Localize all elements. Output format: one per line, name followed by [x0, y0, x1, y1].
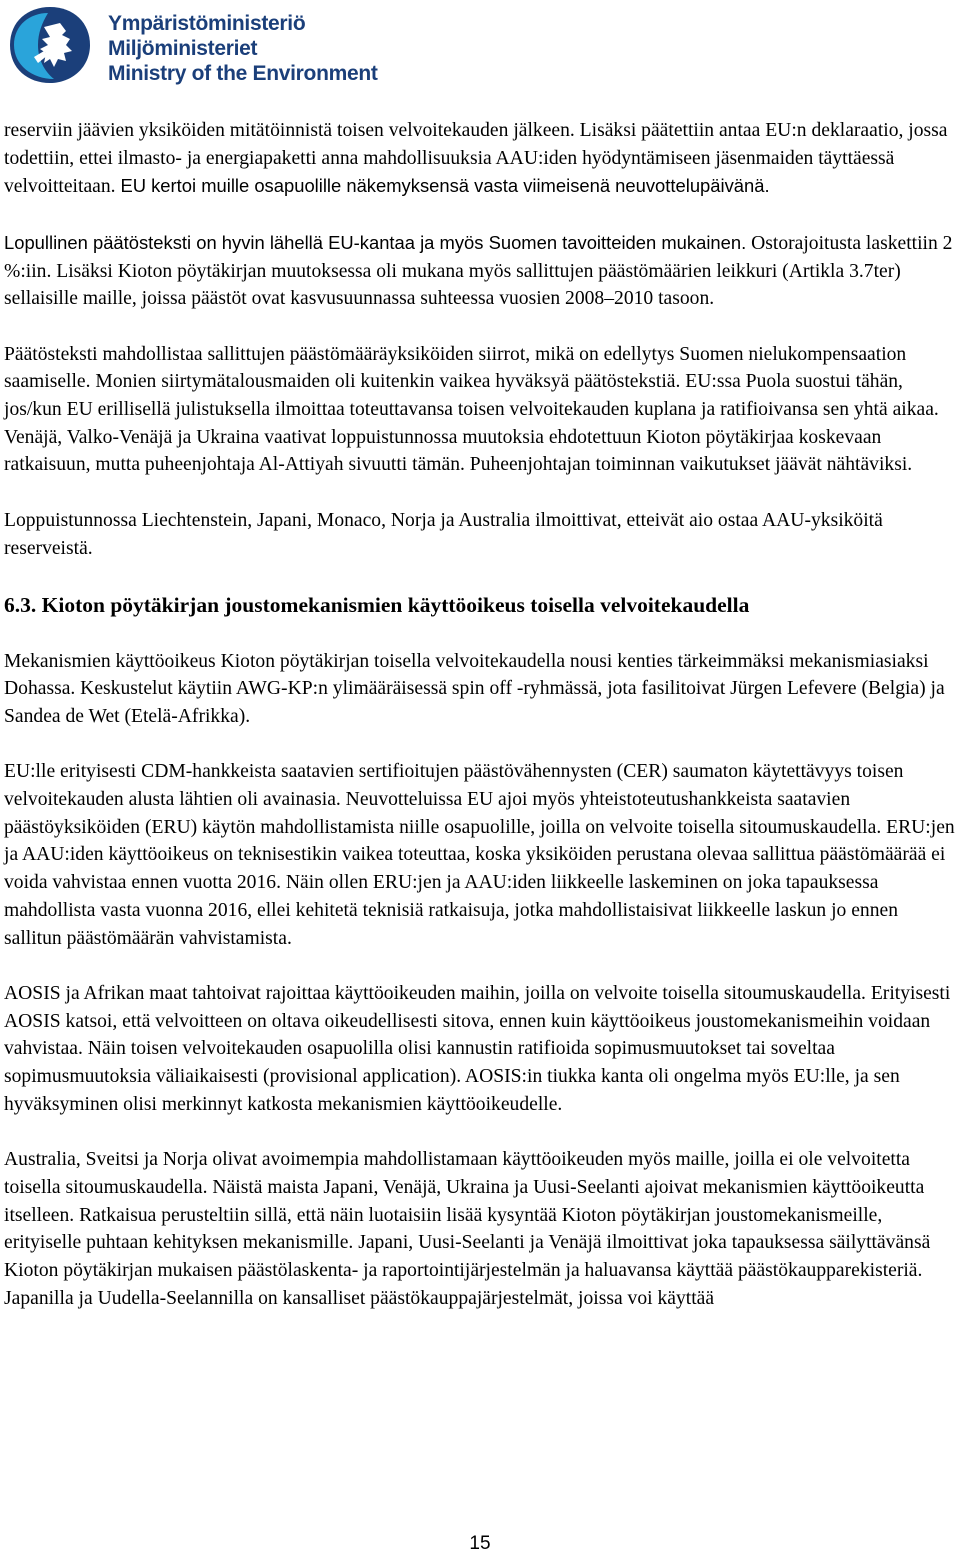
- paragraph-6: EU:lle erityisesti CDM-hankkeista saatavien sertifioitujen päästövähennysten (CER) saumaton käytettävyys toisen velvoitekauden alusta lähtien oli avainasia. Neuvotteluissa EU ajoi myös yhteistoteutushankkeista saatavien päästöyksiköiden (ERU) käytön mahdollistamista niille osapuolille, joilla on velvoite toisella sitoumuskaudella. ERU:jen ja AAU:iden käyttöoikeus on teknisestikin vaikea toteuttaa, koska yksiköiden perustana olevaa sallittua päästömäärää ei voida vahvistaa ennen vuotta 2016. Näin ollen ERU:jen ja AAU:iden liikkeelle laskeminen on joka tapauksessa mahdollista vasta vuonna 2016, ellei kehitetä teknisiä ratkaisuja, jotka mahdollistaisivat liikkeelle laskun jo ennen sallitun päästömäärän vahvistamista.: [4, 761, 955, 949]
- logo-line-sv: Miljöministeriet: [108, 37, 258, 60]
- paragraph-1-sans-text: EU kertoi muille osapuolille näkemyksensä vasta viimeisenä neuvottelupäivänä.: [120, 175, 770, 197]
- paragraph-2: [4, 229, 956, 313]
- paragraph-1: [4, 117, 956, 201]
- paragraph-8: Australia, Sveitsi ja Norja olivat avoimempia mahdollistamaan käyttöoikeuden myös maille, joilla ei ole velvoitetta toisella sitoumuskaudella. Näistä maista Japani, Venäjä, Ukraina ja Uusi-Seelanti ajoivat mekanismien käyttöoikeutta itselleen. Ratkaisua perusteltiin sillä, että näin luotaisiin lisää kysyntää Kioton pöytäkirjan joustomekanismeille, erityiselle puhtaan kehityksen mekanismille. Japani, Uusi-Seelanti ja Venäjä ilmoittivat joka tapauksessa säilyttävänsä Kioton pöytäkirjan mukaisen päästölaskenta- ja raportointijärjestelmän ja haluavansa käyttää päästökaupparekisteriä. Japanilla ja Uudella-Seelannilla on kansalliset päästökauppajärjestelmät, joissa voi käyttää: [4, 1149, 931, 1309]
- paragraph-1-text: reserviin jäävien yksiköiden mitätöinnistä toisen velvoitekauden jälkeen. Lisäksi päätettiin antaa EU:n deklaraatio, jossa todettiin, ettei ilmasto- ja energiapaketti anna mahdollisuuksia AAU:iden hyödyntämiseen jäsenmaiden täyttäessä velvoitteitaan.: [4, 120, 948, 198]
- logo-line-en: Ministry of the Environment: [108, 62, 378, 85]
- logo-text: [108, 11, 378, 86]
- paragraph-2-text: Ostorajoitusta laskettiin 2 %:iin. Lisäksi Kioton pöytäkirjan muutoksessa oli mukana myös sallittujen päästömäärien leikkuri (Artikla 3.7ter) sellaisille maille, joissa päästöt ovat kasvusuunnassa suhteessa vuosien 2008‒2010 tasoon.: [4, 232, 953, 310]
- page-number: 15: [469, 1533, 491, 1554]
- paragraph-2-sans-text: Lopullinen päätösteksti on hyvin lähellä EU-kantaa ja myös Suomen tavoitteiden mukainen.: [4, 231, 747, 253]
- paragraph-4: Loppuistunnossa Liechtenstein, Japani, Monaco, Norja ja Australia ilmoittivat, etteivät aio ostaa AAU-yksiköitä reserveistä.: [4, 509, 883, 559]
- paragraph-5: Mekanismien käyttöoikeus Kioton pöytäkirjan toisella velvoitekaudella nousi kenties tärkeimmäksi mekanismiasiaksi Dohassa. Keskustelut käytiin AWG-KP:n ylimääräisessä spin off -ryhmässä, jota fasilitoivat Jürgen Lefevere (Belgia) ja Sandea de Wet (Etelä-Afrikka).: [4, 650, 945, 727]
- paragraph-7: AOSIS ja Afrikan maat tahtoivat rajoittaa käyttöoikeuden maihin, joilla on velvoite toisella sitoumuskaudella. Erityisesti AOSIS katsoi, että velvoitteen on oltava oikeudellisesti sitova, ennen kuin käyttöoikeus joustomekanismeihin voidaan vahvistaa. Näin toisen velvoitekauden osapuolilla olisi kannustin ratifioida sopimusmuutokset tai soveltaa sopimusmuutoksia väliaikaisesti (provisional application). AOSIS:in tiukka kanta oli ongelma myös EU:lle, ja sen hyväksyminen olisi merkinnyt katkosta mekanismien käyttöoikeudelle.: [4, 982, 951, 1115]
- lion-emblem-icon: [4, 5, 96, 85]
- section-heading: 6.3. Kioton pöytäkirjan joustomekanismien käyttöoikeus toisella velvoitekaudella: [4, 592, 750, 617]
- document-body: [4, 117, 956, 1340]
- paragraph-3: Päätösteksti mahdollistaa sallittujen päästömääräyksiköiden siirrot, mikä on edellytys Suomen nielukompensaation saamiselle. Monien siirtymätalousmaiden oli kuitenkin vaikea hyväksyä päätöstekstiä. EU:ssa Puola suostui tähän, jos/kun EU erillisellä julistuksella ilmoittaa toteuttavansa toisen velvoitekauden kuplana ja ratifioivansa sen yhtä aikaa. Venäjä, Valko-Venäjä ja Ukraina vaativat loppuistunnossa muutoksia ehdotettuun Kioton pöytäkirjaa koskevaan ratkaisuun, mutta puheenjohtaja Al-Attiyah sivuutti tämän. Puheenjohtajan toiminnan vaikutukset jäävät nähtäviksi.: [4, 343, 939, 476]
- ministry-logo: [4, 5, 378, 85]
- logo-line-fi: Ympäristöministeriö: [108, 12, 306, 35]
